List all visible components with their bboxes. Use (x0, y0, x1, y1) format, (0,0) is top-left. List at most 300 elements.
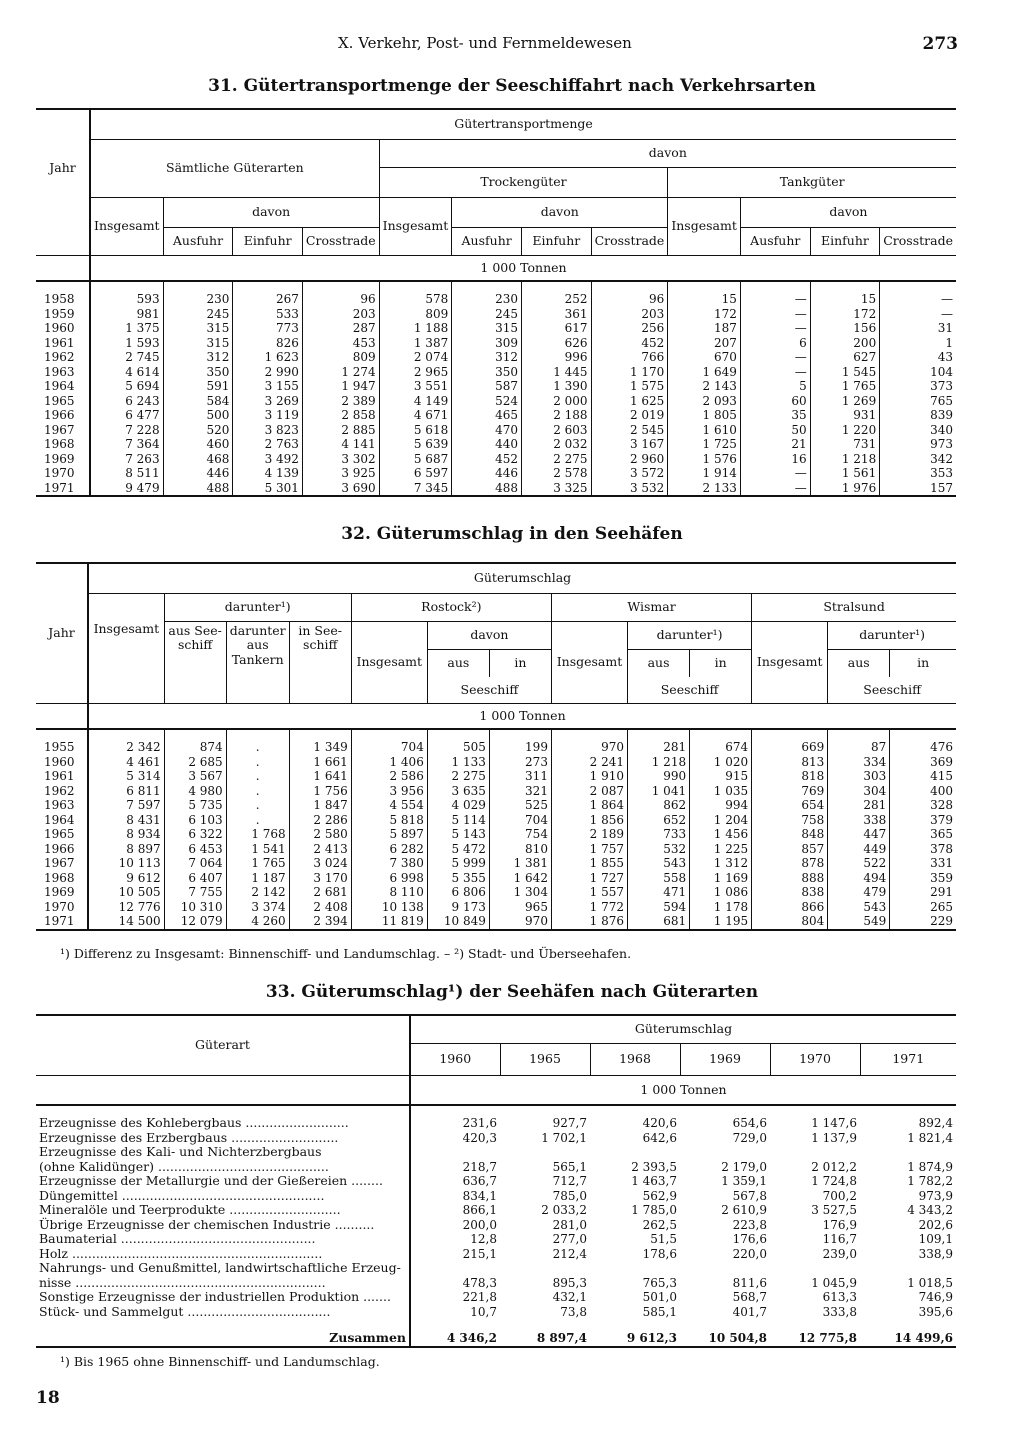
total-label: Zusammen (36, 1319, 410, 1347)
table-row (36, 336, 956, 351)
value-cell: — (740, 365, 810, 380)
value-cell: 315 (163, 321, 233, 336)
header-saemtliche: Sämtliche Güterarten (90, 139, 379, 197)
row-label: Erzeugnisse des Kali- und Nichterzbergbaus (39, 1144, 322, 1159)
value-cell: 3 567 (164, 769, 226, 784)
value-cell: 334 (828, 755, 890, 770)
value-cell: 10 113 (88, 856, 164, 871)
value-cell: 1 725 (668, 437, 741, 452)
value-cell: 1 855 (551, 856, 627, 871)
value-cell: 1 045,9 (811, 1275, 857, 1290)
value-cell: 338,9 (918, 1246, 953, 1261)
value-cell: 1 187 (226, 871, 289, 886)
header-insgesamt-t: Insgesamt (379, 197, 452, 255)
value-cell: 4 461 (88, 755, 164, 770)
value-cell: 654 (752, 798, 828, 813)
value-cell: 223,8 (732, 1217, 767, 1232)
value-cell: 838 (752, 885, 828, 900)
value-cell: 7 263 (90, 452, 163, 467)
header-rostock: Rostock²) (351, 593, 551, 621)
value-cell: 811,6 (732, 1275, 767, 1290)
value-cell: 594 (628, 900, 690, 915)
table-row (36, 885, 956, 900)
unit-label: 1 000 Tonnen (90, 255, 956, 281)
table-row (36, 481, 956, 497)
header-davon-t: davon (452, 197, 668, 227)
value-cell: 218,7 (410, 1160, 500, 1175)
value-cell: 8 431 (88, 813, 164, 828)
value-cell: 350 (163, 365, 233, 380)
value-cell: 104 (880, 365, 956, 380)
value-cell: 1 947 (302, 379, 379, 394)
value-cell: 704 (351, 729, 427, 755)
year-cell: 1955 (44, 740, 75, 754)
year-cell: 1961 (44, 335, 75, 350)
value-cell: 1 575 (591, 379, 668, 394)
value-cell: 1 641 (289, 769, 351, 784)
value-cell: 3 635 (427, 784, 489, 799)
value-cell: 1 576 (668, 452, 741, 467)
value-cell (590, 1261, 680, 1276)
row-label: Düngemittel ................................................... (39, 1187, 325, 1203)
header-seeschiff-r: Seeschiff (427, 677, 551, 703)
value-cell: 156 (810, 321, 880, 336)
value-cell: 157 (880, 481, 956, 497)
value-cell: 2 393,5 (631, 1159, 677, 1174)
value-cell: 1 856 (551, 813, 627, 828)
value-cell: 1 381 (489, 856, 551, 871)
value-cell: 1 805 (668, 408, 741, 423)
value-cell: 1 756 (289, 784, 351, 799)
value-cell: 1 195 (690, 914, 752, 930)
value-cell: 470 (452, 423, 522, 438)
value-cell: 239,0 (822, 1246, 857, 1261)
value-cell: 4 260 (226, 914, 289, 930)
table-row (36, 784, 956, 799)
value-cell: 15 (668, 281, 741, 307)
value-cell: 1 218 (810, 452, 880, 467)
header-seeschiff-w: Seeschiff (628, 677, 752, 703)
value-cell: 4 671 (379, 408, 452, 423)
value-cell: 452 (591, 336, 668, 351)
value-cell: 1 768 (226, 827, 289, 842)
value-cell: 10,7 (410, 1305, 500, 1320)
value-cell: 245 (452, 307, 522, 322)
value-cell: 10 505 (88, 885, 164, 900)
header-wismar: Wismar (551, 593, 751, 621)
value-cell: 4 139 (233, 466, 303, 481)
value-cell: 6 806 (427, 885, 489, 900)
table-row (36, 1290, 956, 1305)
row-label: Stück- und Sammelgut .................................... (39, 1303, 331, 1319)
header-aus-seeschiff: aus See- schiff (164, 621, 226, 703)
value-cell: 1 133 (427, 755, 489, 770)
value-cell: 178,6 (642, 1246, 677, 1261)
value-cell: 1 169 (690, 871, 752, 886)
header-gueterumschlag: Güterumschlag (410, 1015, 956, 1043)
value-cell: 5 735 (164, 798, 226, 813)
year-cell: 1965 (44, 393, 75, 408)
value-cell: 874 (164, 729, 226, 755)
header-insgesamt: Insgesamt (90, 197, 163, 255)
value-cell: . (226, 813, 289, 828)
value-cell: 3 532 (591, 481, 668, 497)
total-value: 10 504,8 (680, 1319, 770, 1347)
value-cell: 479 (828, 885, 890, 900)
value-cell: 501,0 (642, 1290, 677, 1304)
value-cell: 7 228 (90, 423, 163, 438)
header-seeschiff-s: Seeschiff (828, 677, 956, 703)
value-cell: 116,7 (822, 1232, 857, 1246)
value-cell: 809 (379, 307, 452, 322)
value-cell: 488 (452, 481, 522, 497)
value-cell: 3 024 (289, 856, 351, 871)
value-cell: 333,8 (822, 1304, 857, 1319)
value-cell: 927,7 (552, 1116, 587, 1130)
header-crosstrade: Crosstrade (302, 227, 379, 255)
value-cell: 532 (628, 842, 690, 857)
table-row (36, 307, 956, 322)
value-cell: 862 (628, 798, 690, 813)
value-cell: 1 390 (522, 379, 592, 394)
table-row (36, 1232, 956, 1247)
value-cell: 43 (880, 350, 956, 365)
value-cell: 172 (810, 307, 880, 322)
value-cell: 87 (828, 729, 890, 755)
value-cell: 2 586 (351, 769, 427, 784)
year-cell: 1964 (44, 812, 75, 827)
year-cell: 1970 (44, 899, 75, 914)
table-row (36, 281, 956, 307)
table-row (36, 769, 956, 784)
value-cell: — (740, 481, 810, 497)
year-cell: 1969 (44, 451, 75, 466)
value-cell: 8 934 (88, 827, 164, 842)
unit-label: 1 000 Tonnen (410, 1075, 956, 1105)
value-cell: 3 155 (233, 379, 303, 394)
value-cell: 1 170 (591, 365, 668, 380)
value-cell: 754 (489, 827, 551, 842)
value-cell: 1 204 (690, 813, 752, 828)
value-cell: 4 554 (351, 798, 427, 813)
value-cell: 729,0 (732, 1130, 767, 1145)
value-cell: 199 (489, 729, 551, 755)
header-insgesamt: Insgesamt (88, 593, 164, 703)
value-cell: 2 087 (551, 784, 627, 799)
value-cell: 5 143 (427, 827, 489, 842)
value-cell: 7 345 (379, 481, 452, 497)
value-cell: 1 086 (690, 885, 752, 900)
value-cell: 813 (752, 755, 828, 770)
value-cell: 96 (302, 281, 379, 307)
year-cell: 1958 (44, 292, 75, 306)
total-value: 8 897,4 (500, 1319, 590, 1347)
value-cell: 1 724,8 (811, 1174, 857, 1188)
table-row (36, 452, 956, 467)
value-cell: . (226, 755, 289, 770)
table-row (36, 365, 956, 380)
value-cell: 446 (452, 466, 522, 481)
value-cell: 109,1 (918, 1232, 953, 1246)
year-header: 1965 (500, 1043, 590, 1075)
table-33-footnote: ¹) Bis 1965 ohne Binnenschiff- und Landumschlag. (60, 1354, 380, 1369)
value-cell: 1 137,9 (811, 1130, 857, 1145)
value-cell: 522 (828, 856, 890, 871)
header-insgesamt-k: Insgesamt (668, 197, 741, 255)
value-cell: 765,3 (642, 1275, 677, 1290)
header-ausfuhr: Ausfuhr (163, 227, 233, 255)
value-cell: 1 661 (289, 755, 351, 770)
value-cell: 9 479 (90, 481, 163, 497)
value-cell: 810 (489, 842, 551, 857)
value-cell: 826 (233, 336, 303, 351)
value-cell: — (740, 281, 810, 307)
value-cell: 804 (752, 914, 828, 930)
value-cell: 1 910 (551, 769, 627, 784)
value-cell: 5 314 (88, 769, 164, 784)
value-cell: 500 (163, 408, 233, 423)
table-row (36, 1261, 956, 1276)
table-33 (36, 1014, 956, 1348)
header-aus: aus (427, 649, 489, 677)
value-cell: 460 (163, 437, 233, 452)
value-cell: 973,9 (918, 1188, 953, 1203)
value-cell: 931 (810, 408, 880, 423)
table-row (36, 827, 956, 842)
value-cell: 7 380 (351, 856, 427, 871)
value-cell: 1 610 (668, 423, 741, 438)
table-row (36, 1160, 956, 1175)
header-gueterumschlag: Güterumschlag (88, 563, 956, 593)
table-row (36, 1247, 956, 1262)
table-row (36, 1189, 956, 1204)
value-cell: 6 811 (88, 784, 164, 799)
value-cell: 533 (233, 307, 303, 322)
value-cell: 229 (890, 914, 956, 930)
value-cell: 1 874,9 (907, 1159, 953, 1174)
value-cell: 591 (163, 379, 233, 394)
value-cell: 2 603 (522, 423, 592, 438)
value-cell: 478,3 (410, 1276, 500, 1291)
header-aus: aus (628, 649, 690, 677)
table-row (36, 321, 956, 336)
header-darunter: darunter¹) (164, 593, 351, 621)
table-row (36, 408, 956, 423)
table-row (36, 871, 956, 886)
value-cell: 520 (163, 423, 233, 438)
value-cell: 291 (890, 885, 956, 900)
value-cell: 4 149 (379, 394, 452, 409)
year-cell: 1964 (44, 379, 75, 393)
value-cell: 1 593 (90, 336, 163, 351)
value-cell: 2 033,2 (541, 1203, 587, 1217)
value-cell: 731 (810, 437, 880, 452)
table-row (36, 379, 956, 394)
page-number: 273 (922, 34, 958, 54)
table-row (36, 1305, 956, 1320)
value-cell: 267 (233, 281, 303, 307)
value-cell: 2 019 (591, 408, 668, 423)
year-cell: 1968 (44, 437, 75, 451)
value-cell: 2 413 (289, 842, 351, 857)
value-cell: — (880, 281, 956, 307)
value-cell (410, 1145, 500, 1160)
value-cell: 1 541 (226, 842, 289, 857)
table-row (36, 1218, 956, 1233)
value-cell: 476 (890, 729, 956, 755)
value-cell: 674 (690, 729, 752, 755)
value-cell: 2 143 (668, 379, 741, 394)
value-cell: 5 818 (351, 813, 427, 828)
value-cell: 395,6 (918, 1304, 953, 1319)
value-cell: 311 (489, 769, 551, 784)
value-cell: 3 956 (351, 784, 427, 799)
value-cell: 2 074 (379, 350, 452, 365)
table-32-footnote: ¹) Differenz zu Insgesamt: Binnenschiff- und Landumschlag. – ²) Stadt- und Überseehafen. (60, 946, 632, 961)
value-cell: 312 (163, 350, 233, 365)
value-cell: 5 694 (90, 379, 163, 394)
value-cell: 187 (668, 321, 741, 336)
value-cell: 2 610,9 (721, 1203, 767, 1217)
row-label: Nahrungs- und Genußmittel, landwirtschaftliche Erzeug- (39, 1260, 401, 1275)
value-cell: 338 (828, 813, 890, 828)
value-cell: 96 (591, 281, 668, 307)
value-cell: 6 407 (164, 871, 226, 886)
value-cell: 200,0 (410, 1218, 500, 1233)
value-cell: 5 355 (427, 871, 489, 886)
row-label: Erzeugnisse der Metallurgie und der Gießereien ........ (39, 1173, 383, 1188)
value-cell: 7 755 (164, 885, 226, 900)
value-cell: 1 225 (690, 842, 752, 857)
header-in-seeschiff: in See- schiff (289, 621, 351, 703)
value-cell: 2 685 (164, 755, 226, 770)
value-cell: 6 282 (351, 842, 427, 857)
value-cell: 5 (740, 379, 810, 394)
table-row (36, 798, 956, 813)
value-cell: 262,5 (642, 1217, 677, 1232)
header-ausfuhr: Ausfuhr (740, 227, 810, 255)
value-cell: 636,7 (410, 1174, 500, 1189)
table-row (36, 755, 956, 770)
value-cell: 562,9 (642, 1188, 677, 1203)
year-header: 1969 (680, 1043, 770, 1075)
value-cell: 203 (302, 307, 379, 322)
value-cell: 432,1 (552, 1290, 587, 1304)
value-cell: 331 (890, 856, 956, 871)
value-cell: 857 (752, 842, 828, 857)
value-cell: 866 (752, 900, 828, 915)
value-cell: 965 (489, 900, 551, 915)
value-cell: 401,7 (732, 1304, 767, 1319)
value-cell: 2 580 (289, 827, 351, 842)
table-row (36, 1203, 956, 1218)
value-cell: 202,6 (918, 1217, 953, 1232)
value-cell: 766 (591, 350, 668, 365)
value-cell: 2 763 (233, 437, 303, 452)
value-cell: 3 119 (233, 408, 303, 423)
value-cell: 281 (628, 729, 690, 755)
value-cell: 5 687 (379, 452, 452, 467)
value-cell: 468 (163, 452, 233, 467)
value-cell: 848 (752, 827, 828, 842)
value-cell: 1 456 (690, 827, 752, 842)
year-cell: 1966 (44, 841, 75, 856)
value-cell: 10 310 (164, 900, 226, 915)
value-cell: 888 (752, 871, 828, 886)
value-cell: 420,3 (410, 1131, 500, 1146)
value-cell: 5 639 (379, 437, 452, 452)
value-cell: 700,2 (822, 1188, 857, 1203)
value-cell: 7 364 (90, 437, 163, 452)
value-cell: 5 897 (351, 827, 427, 842)
value-cell: 176,9 (822, 1217, 857, 1232)
section-header: X. Verkehr, Post- und Fernmeldewesen (338, 34, 632, 52)
value-cell: 6 453 (164, 842, 226, 857)
value-cell: 256 (591, 321, 668, 336)
table-row (36, 914, 956, 930)
value-cell: 415 (890, 769, 956, 784)
value-cell: 400 (890, 784, 956, 799)
value-cell: 1 772 (551, 900, 627, 915)
table-31 (36, 108, 956, 497)
value-cell: 4 029 (427, 798, 489, 813)
table-row (36, 1174, 956, 1189)
header-einfuhr: Einfuhr (810, 227, 880, 255)
value-cell (500, 1261, 590, 1276)
value-cell: 834,1 (410, 1189, 500, 1204)
value-cell: 1 406 (351, 755, 427, 770)
value-cell: 446 (163, 466, 233, 481)
value-cell: 60 (740, 394, 810, 409)
value-cell: 642,6 (642, 1130, 677, 1145)
value-cell: 8 897 (88, 842, 164, 857)
header-aus: aus (828, 649, 890, 677)
value-cell: 2 093 (668, 394, 741, 409)
table-row (36, 394, 956, 409)
value-cell: 2 133 (668, 481, 741, 497)
value-cell: 5 301 (233, 481, 303, 497)
value-cell: 304 (828, 784, 890, 799)
year-cell: 1970 (44, 466, 75, 480)
year-header: 1960 (410, 1043, 500, 1075)
value-cell: 996 (522, 350, 592, 365)
value-cell: 200 (810, 336, 880, 351)
year-cell: 1967 (44, 856, 75, 870)
header-tankgueter: Tankgüter (668, 167, 956, 197)
value-cell: 704 (489, 813, 551, 828)
table-32 (36, 562, 956, 931)
value-cell: 1 642 (489, 871, 551, 886)
value-cell: 1 304 (489, 885, 551, 900)
value-cell: 16 (740, 452, 810, 467)
header-einfuhr: Einfuhr (233, 227, 303, 255)
value-cell: 312 (452, 350, 522, 365)
value-cell: 452 (452, 452, 522, 467)
value-cell: 818 (752, 769, 828, 784)
value-cell: 465 (452, 408, 522, 423)
value-cell: 449 (828, 842, 890, 857)
total-row (36, 1319, 956, 1347)
value-cell: 14 500 (88, 914, 164, 930)
value-cell: 1 220 (810, 423, 880, 438)
value-cell: 1 623 (233, 350, 303, 365)
value-cell: 2 000 (522, 394, 592, 409)
value-cell: 1 976 (810, 481, 880, 497)
value-cell: 31 (880, 321, 956, 336)
value-cell: 1 445 (522, 365, 592, 380)
year-header: 1970 (770, 1043, 860, 1075)
value-cell: 626 (522, 336, 592, 351)
